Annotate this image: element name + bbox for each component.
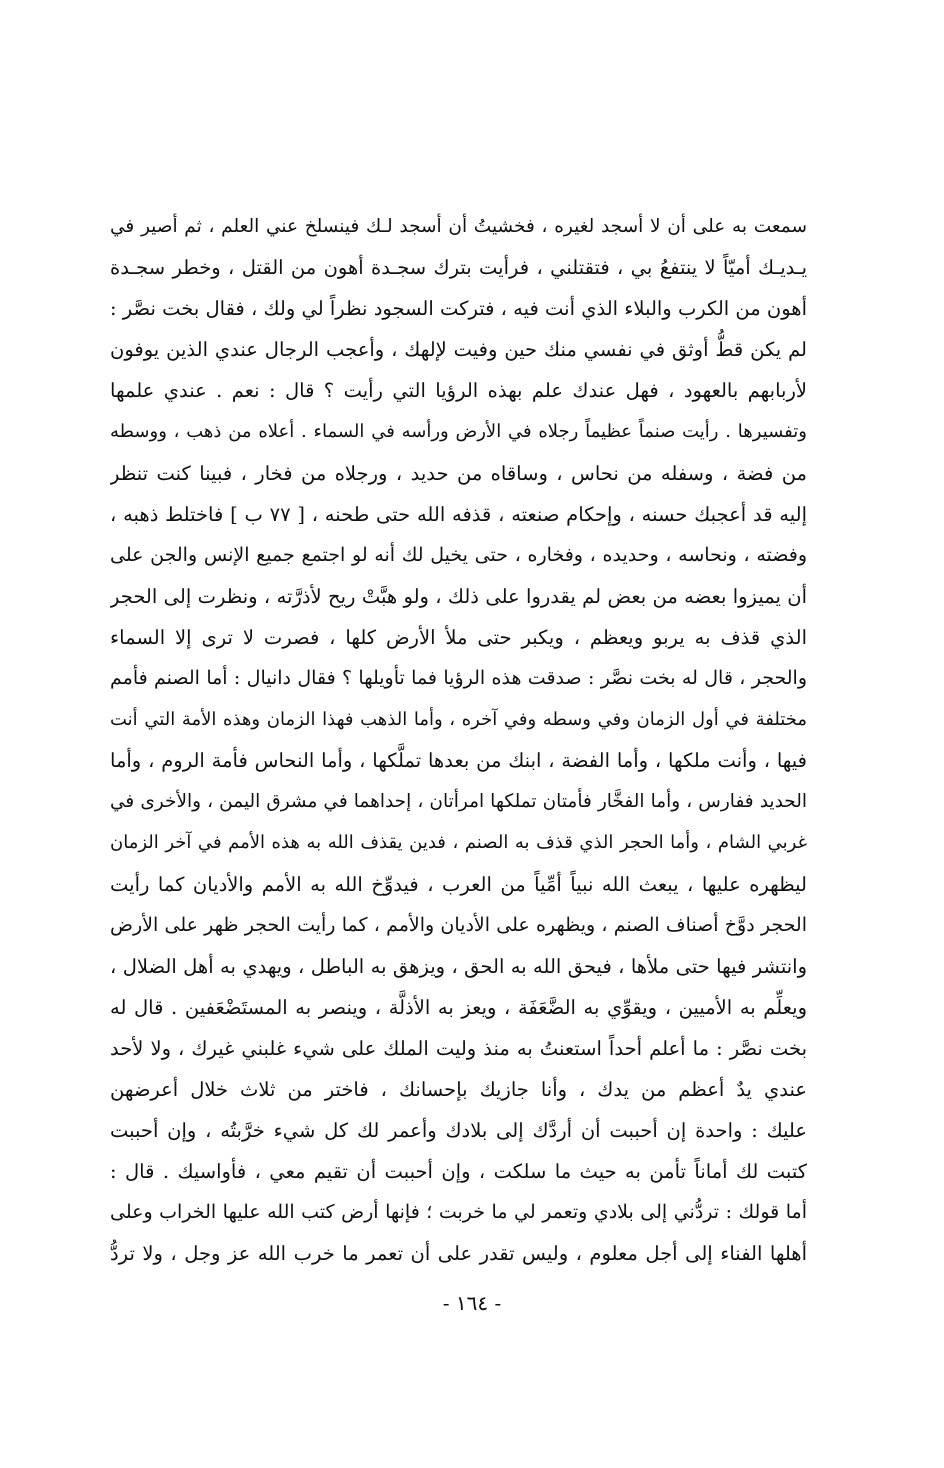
text-line: فيها ، وأنت ملكها ، وأما الفضة ، ابنك من بعدها تملَّكها ، وأما النحاس فأمة الروم ، وأما	[110, 749, 807, 773]
text-line: أهلها الفناء إلى أجل معلوم ، وليس تقدر على أن تعمر ما خرب الله عز وجل ، ولا تردُّ	[110, 1242, 807, 1266]
text-line: ويعلِّم به الأميين ، ويقوِّي به الضَّعَفَة ، ويعز به الأذلَّة ، وينصر به المستَضْعَفين . قال له	[110, 995, 807, 1019]
text-line: إليه قد أعجبك حسنه ، وإحكام صنعته ، قذفه الله حتى طحنه ، [ ٧٧ ب ] فاختلط ذهبه ،	[110, 502, 807, 526]
text-line: بخت نصَّر : ما أعلم أحداً استعنتُ به منذ وليت الملك على شيء غلبني غيرك ، ولا لأحد	[110, 1036, 807, 1060]
text-line: كتبت لك أماناً تأمن به حيث ما سلكت ، وإن أحببت أن تقيم معي ، فأواسيك . قال :	[110, 1160, 807, 1184]
text-line: أن يميزوا بعضه من بعض لم يقدروا على ذلك ، ولو هبَّتْ ريح لأذرَّته ، ونظرت إلى الحجر	[110, 584, 807, 608]
text-line: وانتشر فيها حتى ملأها ، فيحق الله به الحق ، ويزهق به الباطل ، ويهدي به أهل الضلال ،	[110, 954, 807, 978]
text-line: الحديد ففارس ، وأما الفخَّار فأمتان تملكها امرأتان ، إحداهما في مشرق اليمن ، والأخرى في	[110, 791, 807, 813]
body-text	[110, 206, 807, 1274]
page-number: - ١٦٤ -	[442, 1291, 502, 1315]
text-line: من فضة ، وسفله من نحاس ، وساقاه من حديد ، ورجلاه من فخار ، فبينا كنت تنظر	[110, 461, 807, 485]
text-line: الحجر دوَّخ أصناف الصنم ، ويظهره على الأديان والأمم ، كما رأيت الحجر ظهر على الأرض	[110, 913, 807, 936]
text-line: عليك : واحدة إن أحببت أن أردَّك إلى بلادك وأعمر لك كل شيء خرَّبتُه ، وإن أحببت	[110, 1119, 807, 1143]
text-line: أهون من الكرب والبلاء الذي أنت فيه ، فتركت السجود نظراً لي ولك ، فقال بخت نصَّر :	[110, 297, 807, 321]
text-line: غربي الشام ، وأما الحجر الذي قذف به الصنم ، فدين يقذف الله به هذه الأمم في آخر الزمان	[110, 832, 807, 854]
text-line: لأربابهم بالعهود ، فهل عندك علم بهذه الرؤيا التي رأيت ؟ قال : نعم . عندي علمها	[110, 379, 807, 403]
text-line: الذي قذف به يربو ويعظم ، ويكبر حتى ملأ الأرض كلها ، فصرت لا ترى إلا السماء	[110, 625, 807, 649]
text-line: ليظهره عليها ، يبعث الله نبياً أمِّياً من العرب ، فيدوِّخ الله به الأمم والأديان كما رأيت	[110, 872, 807, 896]
text-line: مختلفة في أول الزمان وفي وسطه وفي آخره ، وأما الذهب فهذا الزمان وهذه الأمة التي أنت	[110, 709, 807, 731]
text-line: يـديـك أميّاً لا ينتفعُ بي ، فتقتلني ، فرأيت بترك سجـدة أهون من القتل ، وخطر سجـدة	[110, 256, 807, 280]
text-line: والحجر ، قال له بخت نصَّر : صدقت هذه الرؤيا فما تأويلها ؟ فقال دانيال : أما الصنم فأمم	[110, 667, 807, 690]
text-line: وفضته ، ونحاسه ، وحديده ، وفخاره ، حتى يخيل لك أنه لو اجتمع جميع الإنس والجن على	[110, 543, 807, 566]
text-line: وتفسيرها . رأيت صنماً عظيماً رجلاه في الأرض ورأسه في السماء . أعلاه من ذهب ، ووسطه	[110, 421, 807, 443]
text-line: عندي يدٌ أعظم من يدك ، وأنا جازيك بإحسانك ، فاختر من ثلاث خلال أعرضهن	[110, 1077, 807, 1101]
text-line: سمعت به على أن لا أسجد لغيره ، فخشيتُ أن أسجد لـك فينسلخ عني العلم ، ثم أصير في	[110, 216, 807, 237]
text-line: أما قولك : تردُّني إلى بلادي وتعمر لي ما خربت ؛ فإنها أرض كتب الله عليها الخراب وعلى	[110, 1201, 807, 1224]
text-line: لم يكن قطُّ أوثق في نفسي منك حين وفيت لإلهك ، وأعجب الرجال عندي الذين يوفون	[110, 338, 807, 362]
